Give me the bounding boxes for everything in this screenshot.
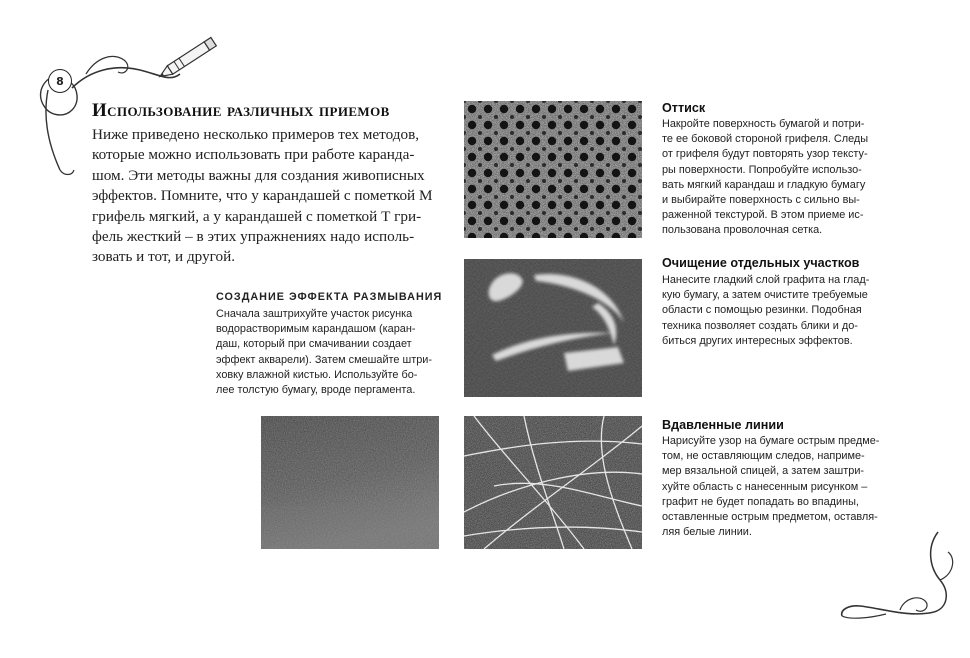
blur-texture-image xyxy=(261,416,439,549)
imprint-paragraph: Накройте поверхность бумагой и потри- те ее боковой стороной грифеля. Следы от грифеля будут повторять узор тексту- ры поверхности. Попробуйте использо- вать мягкий карандаш и гладкую бумагу и выбирайте поверхность с сильно вы- раженной текстурой. В этом приеме ис- пользована проволочная сетка. xyxy=(662,118,869,237)
intro-line: эффектов. Помните, что у карандашей с пометкой М xyxy=(92,187,433,205)
section-heading: Использование различных приемов xyxy=(92,100,390,121)
erasing-heading: Очищение отдельных участков xyxy=(662,256,860,270)
erasing-paragraph: Нанесите гладкий слой графита на глад- кую бумагу, а затем очистите требуемые области с помощью резинки. Подобная техника позволяет создать блики и до- биться других интересных эффектов. xyxy=(662,274,870,347)
imprint-heading: Оттиск xyxy=(662,101,706,115)
blur-effect-heading: СОЗДАНИЕ ЭФФЕКТА РАЗМЫВАНИЯ xyxy=(216,291,443,303)
pencil-icon xyxy=(157,37,216,80)
intro-line: зовать и тот, и другой. xyxy=(92,248,236,266)
erasing-texture-image xyxy=(464,259,642,397)
blur-effect-paragraph: Сначала заштрихуйте участок рисунка водорастворимым карандашом (каран- даш, который при смачивании создает эффект акварели). Затем смешайте штри- ховку влажной кистью. Используйте бо- лее толстую бумагу, вроде пергамента. xyxy=(216,308,432,397)
intro-line: фель жесткий – в этих упражнениях надо исполь- xyxy=(92,228,415,246)
page-number: 8 xyxy=(48,69,72,93)
indented-lines-paragraph: Нарисуйте узор на бумаге острым предме- том, не оставляющим следов, наприме- мер вязальной спицей, а затем заштри- хуйте область с нанесенным рисунком – графит не будет попадать во впадины, оставленные острым предметом, оставля- ляя белые линии. xyxy=(662,435,880,539)
intro-line: грифель мягкий, а у карандашей с пометкой Т гри- xyxy=(92,207,422,225)
intro-paragraph xyxy=(92,125,442,268)
intro-line: шом. Эти методы важны для создания живописных xyxy=(92,166,425,184)
indented-lines-texture-image xyxy=(464,416,642,549)
intro-line: которые можно использовать при работе каранда- xyxy=(92,146,415,164)
imprint-texture-image xyxy=(464,101,642,238)
corner-flourish-decoration xyxy=(830,528,960,628)
indented-lines-heading: Вдавленные линии xyxy=(662,418,784,432)
intro-line: Ниже приведено несколько примеров тех методов, xyxy=(92,126,420,143)
